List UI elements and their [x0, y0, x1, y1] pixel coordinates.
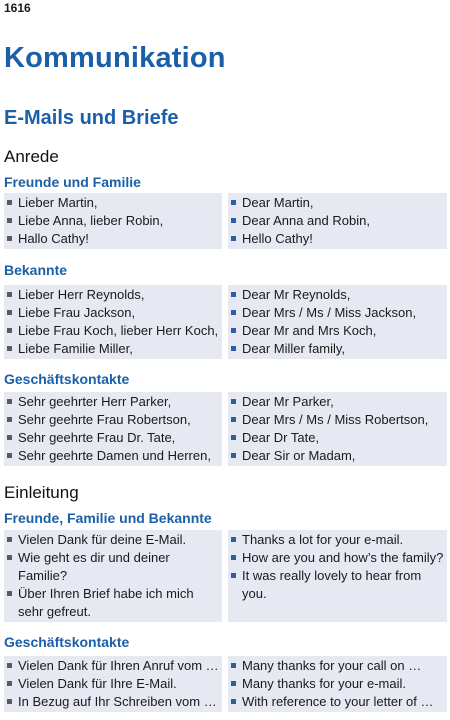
bullet-icon: [7, 453, 12, 458]
bullet-icon: [231, 555, 236, 560]
list-item: Sehr geehrte Frau Robertson,: [4, 411, 222, 429]
bullet-icon: [7, 236, 12, 241]
list-item: Hello Cathy!: [228, 230, 447, 248]
bullet-icon: [7, 200, 12, 205]
english-column: [228, 285, 447, 359]
list-item: Dear Mrs / Ms / Miss Robertson,: [228, 411, 447, 429]
german-column: [4, 193, 222, 249]
section-heading: E-Mails und Briefe: [4, 107, 179, 129]
bullet-icon: [231, 435, 236, 440]
bullet-icon: [231, 292, 236, 297]
bullet-icon: [231, 328, 236, 333]
freunde-familie-bekannte-label: Freunde, Familie und Bekannte: [4, 510, 212, 526]
anrede-bekannte-block: [4, 285, 447, 359]
bullet-icon: [7, 218, 12, 223]
list-item-continuation: sehr gefreut.: [18, 604, 91, 619]
bullet-icon: [7, 555, 12, 560]
english-column: [228, 530, 447, 622]
page-title: Kommunikation: [4, 42, 226, 74]
english-column: [228, 392, 447, 466]
bullet-icon: [231, 663, 236, 668]
list-item: Sehr geehrter Herr Parker,: [4, 393, 222, 411]
anrede-freunde-block: [4, 193, 447, 249]
page-number: 1616: [4, 1, 31, 15]
list-item: Many thanks for your call on …: [228, 657, 447, 675]
bullet-icon: [7, 399, 12, 404]
bullet-icon: [231, 200, 236, 205]
english-column: [228, 193, 447, 249]
list-item: Dear Mrs / Ms / Miss Jackson,: [228, 304, 447, 322]
bullet-icon: [231, 537, 236, 542]
list-item: How are you and how’s the family?: [228, 549, 447, 567]
einleitung-freunde-block: [4, 530, 447, 622]
geschaeftskontakte-label: Geschäftskontakte: [4, 371, 130, 387]
german-column: [4, 392, 222, 466]
list-item: Liebe Familie Miller,: [4, 340, 222, 358]
bullet-icon: [7, 663, 12, 668]
list-item: Über Ihren Brief habe ich mich: [4, 585, 222, 603]
list-item: Liebe Frau Koch, lieber Herr Koch,: [4, 322, 222, 340]
list-item: With reference to your letter of …: [228, 693, 447, 711]
list-item: Lieber Martin,: [4, 194, 222, 212]
list-item-continuation: you.: [242, 586, 267, 601]
list-item: Dear Anna and Robin,: [228, 212, 447, 230]
bullet-icon: [7, 328, 12, 333]
list-item: In Bezug auf Ihr Schreiben vom …: [4, 693, 222, 711]
bullet-icon: [7, 699, 12, 704]
bullet-icon: [7, 681, 12, 686]
anrede-geschaeft-block: [4, 392, 447, 466]
bullet-icon: [231, 699, 236, 704]
bullet-icon: [231, 681, 236, 686]
list-item: Dear Mr and Mrs Koch,: [228, 322, 447, 340]
german-column: [4, 530, 222, 622]
bullet-icon: [231, 310, 236, 315]
list-item: Liebe Anna, lieber Robin,: [4, 212, 222, 230]
bullet-icon: [231, 417, 236, 422]
list-item: Dear Martin,: [228, 194, 447, 212]
bullet-icon: [231, 453, 236, 458]
freunde-familie-label: Freunde und Familie: [4, 174, 141, 190]
anrede-heading: Anrede: [4, 147, 59, 166]
einleitung-geschaeftskontakte-label: Geschäftskontakte: [4, 634, 130, 650]
list-item-continuation: Familie?: [18, 568, 68, 583]
bullet-icon: [7, 435, 12, 440]
bullet-icon: [7, 417, 12, 422]
list-item: Hallo Cathy!: [4, 230, 222, 248]
list-item: Wie geht es dir und deiner: [4, 549, 222, 567]
list-item: Many thanks for your e-mail.: [228, 675, 447, 693]
list-item: Vielen Dank für Ihre E-Mail.: [4, 675, 222, 693]
bullet-icon: [7, 537, 12, 542]
list-item: It was really lovely to hear from: [228, 567, 447, 585]
list-item: Sehr geehrte Damen und Herren,: [4, 447, 222, 465]
list-item: Vielen Dank für deine E-Mail.: [4, 531, 222, 549]
bullet-icon: [231, 236, 236, 241]
bullet-icon: [231, 346, 236, 351]
english-column: [228, 656, 447, 712]
bullet-icon: [231, 573, 236, 578]
list-item: Lieber Herr Reynolds,: [4, 286, 222, 304]
list-item: Sehr geehrte Frau Dr. Tate,: [4, 429, 222, 447]
bekannte-label: Bekannte: [4, 262, 68, 278]
list-item: Dear Sir or Madam,: [228, 447, 447, 465]
german-column: [4, 285, 222, 359]
bullet-icon: [7, 346, 12, 351]
list-item: Dear Dr Tate,: [228, 429, 447, 447]
bullet-icon: [7, 310, 12, 315]
einleitung-heading: Einleitung: [4, 483, 79, 502]
german-column: [4, 656, 222, 712]
list-item: Thanks a lot for your e-mail.: [228, 531, 447, 549]
einleitung-geschaeft-block: [4, 656, 447, 712]
bullet-icon: [231, 218, 236, 223]
list-item: Vielen Dank für Ihren Anruf vom …: [4, 657, 222, 675]
list-item: Dear Miller family,: [228, 340, 447, 358]
list-item: Dear Mr Parker,: [228, 393, 447, 411]
bullet-icon: [7, 591, 12, 596]
list-item: Dear Mr Reynolds,: [228, 286, 447, 304]
bullet-icon: [231, 399, 236, 404]
list-item: Liebe Frau Jackson,: [4, 304, 222, 322]
bullet-icon: [7, 292, 12, 297]
